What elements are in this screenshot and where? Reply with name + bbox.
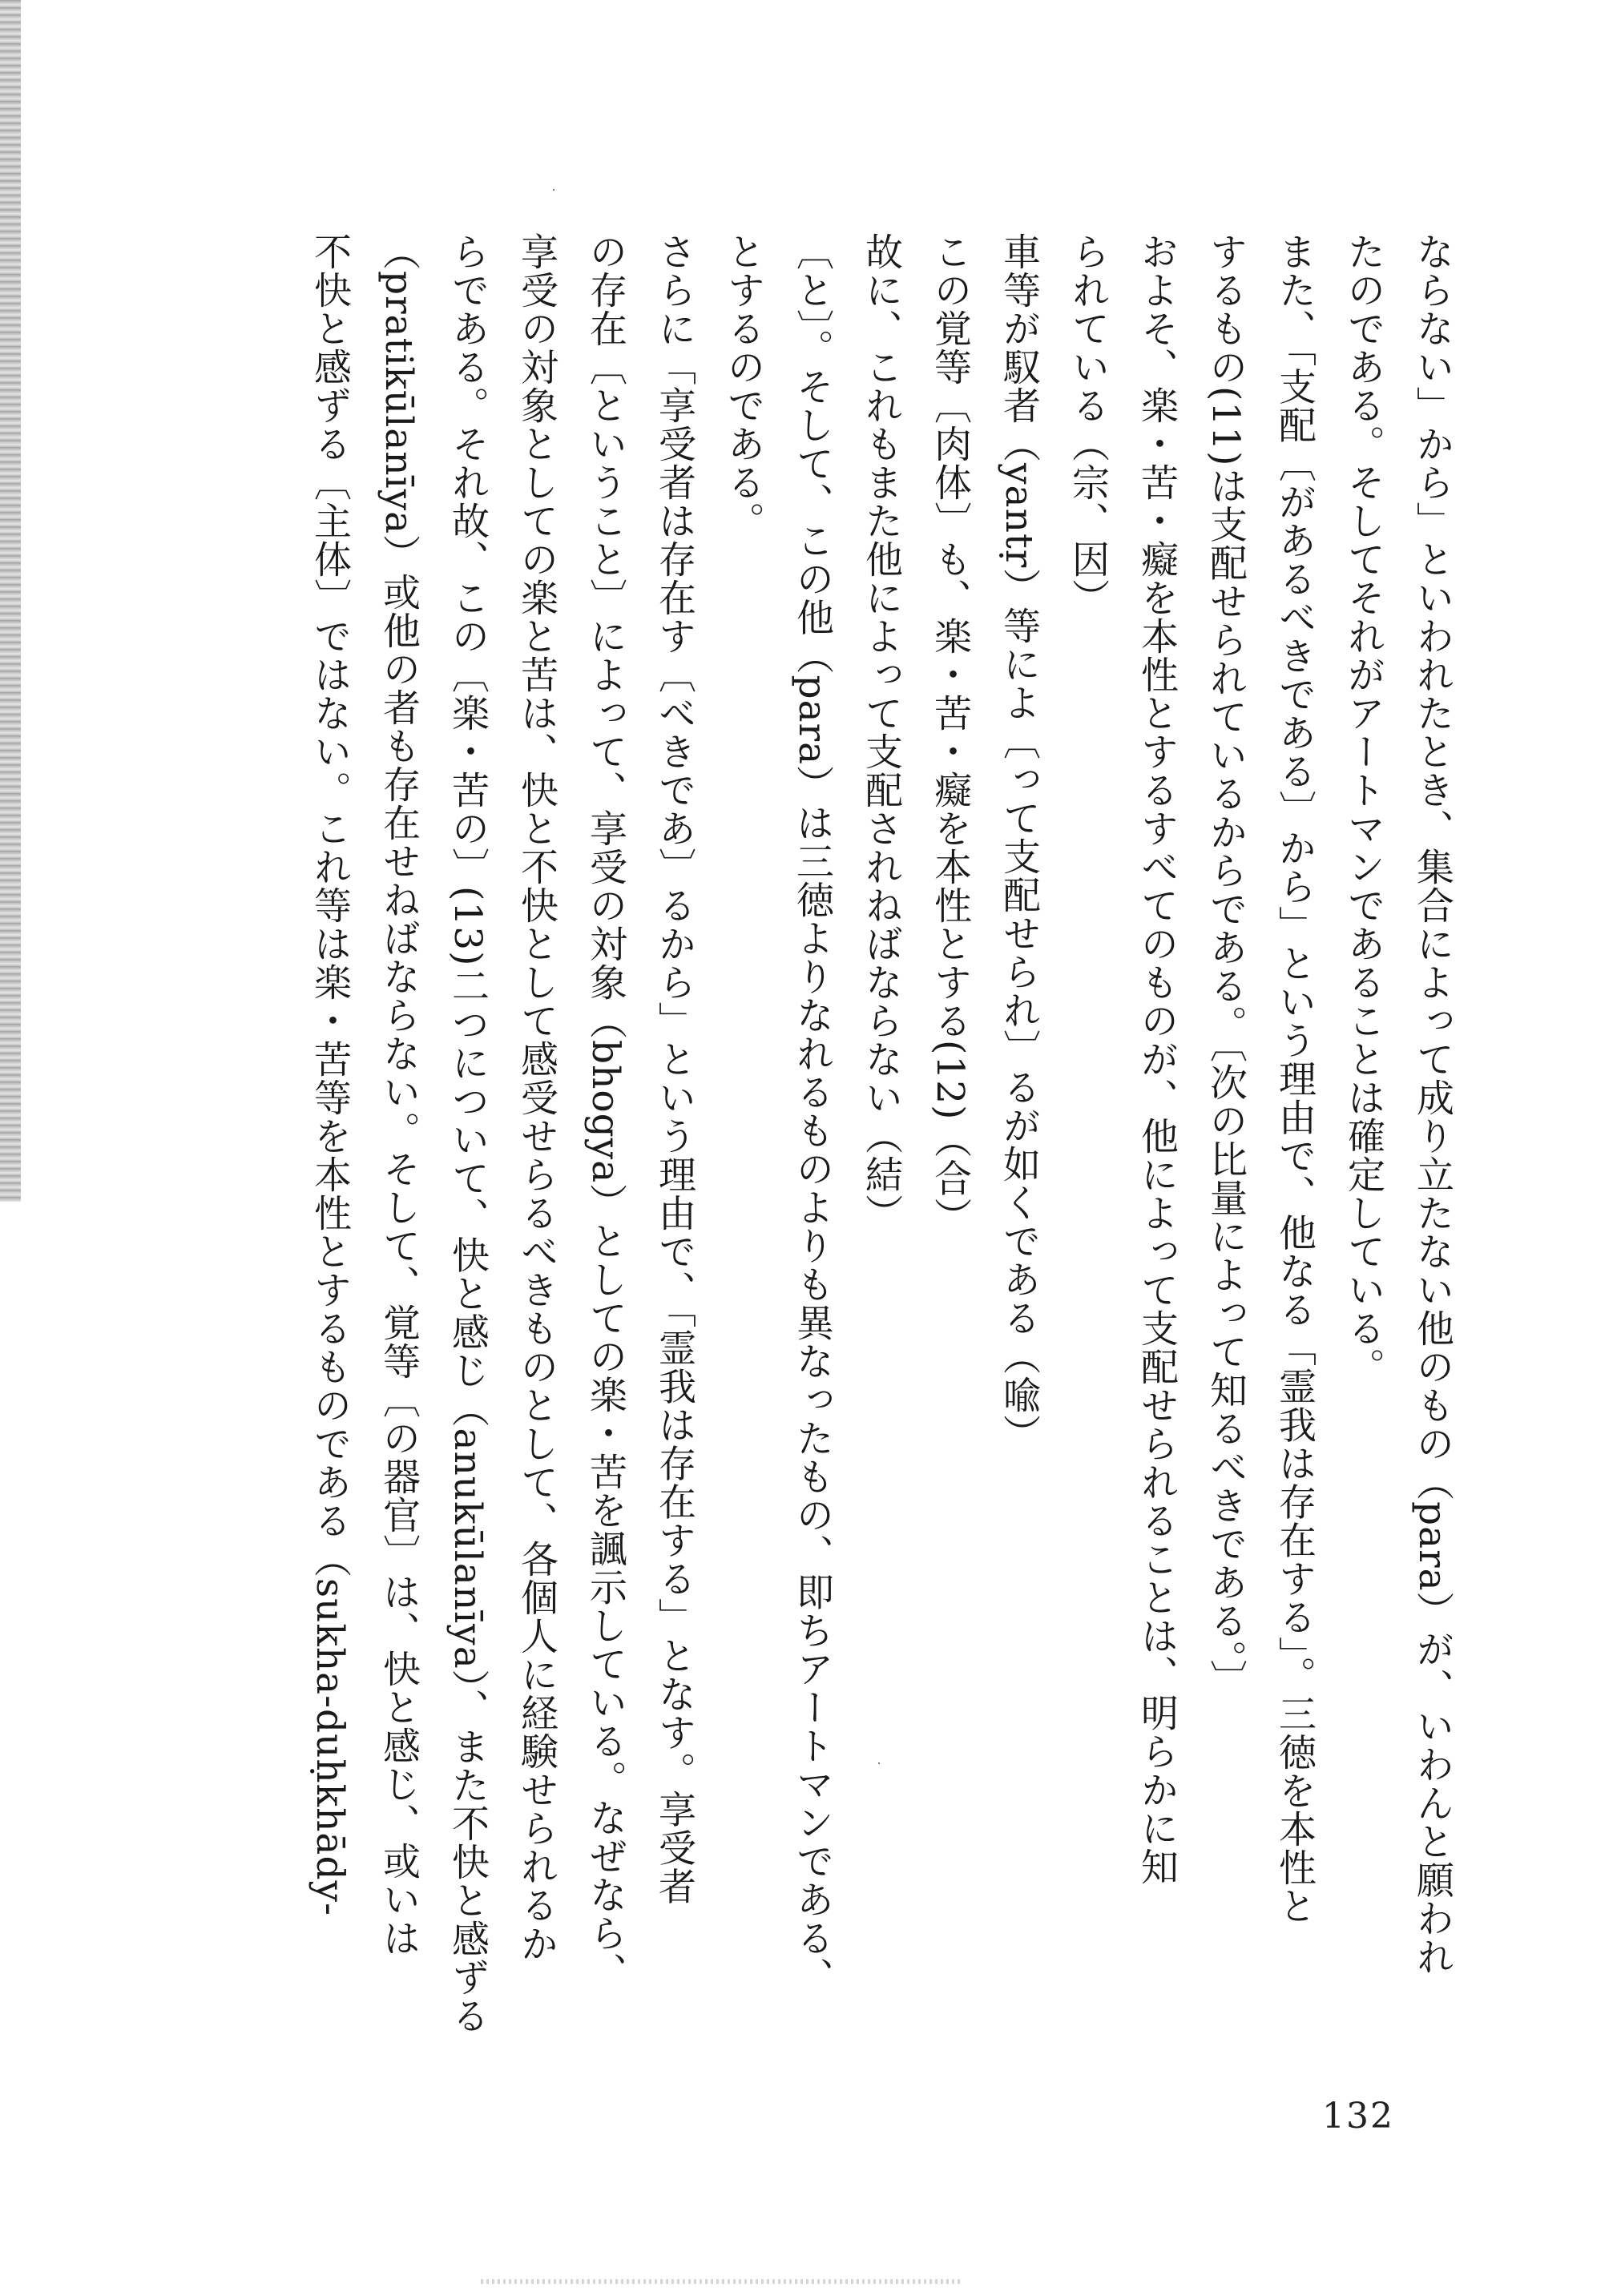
text-column: さらに「享受者は存在す〔べきであ〕るから」という理由で、「霊我は存在する」となす。享受者 (652, 232, 696, 1906)
scan-noise (481, 2279, 962, 2284)
text-column: この覚等〔肉体〕も、楽・苦・癡を本性とする(12)（合） (928, 232, 972, 1236)
scan-speck (553, 189, 554, 191)
text-column: また、「支配〔があるべきである〕から」という理由で、他なる「霊我は存在する」。三徳を本性と (1272, 232, 1317, 1925)
text-column: 享受の対象としての楽と苦は、快と不快として感受せらるべきものとして、各個人に経験せられるか (514, 232, 558, 1963)
text-column: らである。それ故、この〔楽・苦の〕(13)二つについて、快と感じ（anukūlanīya）、また不快と感ずる (446, 232, 490, 2036)
text-column: 不快と感ずる〔主体〕ではない。これ等は楽・苦等を本性とするものである（sukha-duḥkhādy- (308, 232, 352, 1916)
binding-edge-shadow (0, 0, 21, 1202)
text-column: の存在〔ということ〕によって、享受の対象（bhogya）としての楽・苦を諷示している。なぜなら、 (583, 232, 627, 1992)
scan-speck (878, 1762, 880, 1764)
text-column: たのである。そしてそれがアートマンであることは確定している。 (1341, 232, 1385, 1386)
vertical-text-body (184, 232, 1466, 2059)
text-column: 故に、これもまた他によって支配されねばならない（結） (859, 232, 903, 1232)
text-column: 車等が馭者（yantṛ）等によ〔って支配せられ〕るが如くである（喩） (997, 232, 1041, 1453)
text-column: およそ、楽・苦・癡を本性とするすべてのものが、他によって支配せられることは、明らかに知 (1135, 232, 1179, 1886)
text-column: とするのである。 (721, 232, 765, 540)
text-column: するもの(11)は支配せられているからである。〔次の比量によって知るべきである。〕 (1204, 232, 1248, 1698)
text-column: ならない」から」といわれたとき、集合によって成り立たない他のもの（para）が、いわんと願われ (1410, 232, 1454, 1976)
text-column: られている（宗、因） (1066, 232, 1110, 617)
text-column: （pratikūlanīya）或他の者も存在せねばならない。そして、覚等〔の器官〕は、快と感じ、或いは (377, 232, 421, 1958)
page-number: 132 (1322, 2096, 1394, 2137)
text-column: 〔と〕。そして、この他（para）は三徳よりなれるものよりも異なったもの、即ちアートマンである、 (790, 232, 834, 1996)
